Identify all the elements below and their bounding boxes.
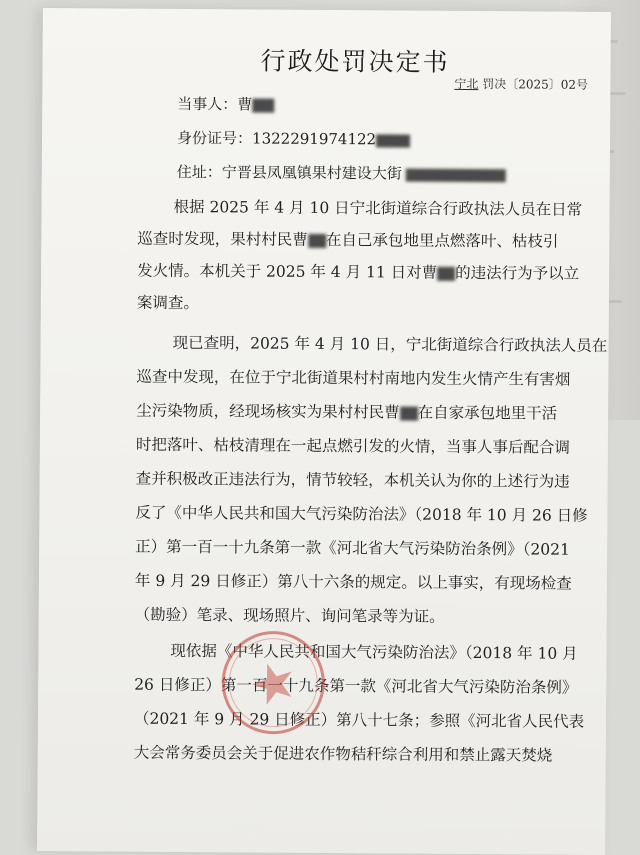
id-number-row bbox=[177, 127, 410, 150]
body-line: 反了《中华人民共和国大气污染防治法》（2018 年 10 月 26 日修 bbox=[135, 503, 588, 525]
body-line: 巡查时发现，果村村民曹 在自己承包地里点燃落叶、枯枝引 bbox=[137, 229, 559, 251]
official-seal-stamp bbox=[204, 614, 342, 752]
address-label: 住址： bbox=[176, 162, 222, 182]
document-title: 行政处罚决定书 bbox=[260, 46, 450, 77]
redaction-mask bbox=[376, 134, 410, 147]
address-value: 宁晋县凤凰镇果村建设大街 bbox=[221, 163, 402, 183]
body-line: 26 日修正）第一百一十九条第一款《河北省大气污染防治条例》 bbox=[134, 675, 578, 697]
address-row bbox=[177, 161, 506, 184]
body-line: 大会常务委员会关于促进农作物秸秆综合利用和禁止露天焚烧 bbox=[133, 743, 553, 765]
party-name-label: 当事人： bbox=[177, 94, 238, 114]
redaction-mask bbox=[437, 267, 455, 281]
body-line: 年 9 月 29 日修正）第八十六条的规定。以上事实，有现场检查 bbox=[134, 571, 572, 593]
body-line: 发火情。本机关于 2025 年 4 月 11 日对曹 的违法行为予以立 bbox=[137, 261, 580, 283]
body-line: 尘污染物质，经现场核实为果村村民曹 在自家承包地里干活 bbox=[136, 401, 558, 423]
body-line: （2021 年 9 月 29 日修正）第八十七条；参照《河北省人民代表 bbox=[133, 709, 585, 731]
party-name-value: 曹 bbox=[237, 95, 253, 114]
id-number-value: 1322291974122 bbox=[251, 129, 377, 149]
body-line: 巡查中发现，在位于宁北街道果村村南地内发生火情产生有害烟 bbox=[136, 367, 571, 389]
document-page bbox=[37, 8, 611, 855]
body-line: 根据 2025 年 4 月 10 日宁北街道综合行政执法人员在日常 bbox=[173, 197, 583, 219]
redaction-mask bbox=[400, 407, 418, 421]
body-line: 正）第一百一十九条第一款《河北省大气污染防治条例》（2021 bbox=[135, 537, 570, 559]
body-line: 现依据《中华人民共和国大气污染防治法》（2018 年 10 月 bbox=[170, 641, 578, 663]
redaction-mask bbox=[252, 98, 274, 112]
body-line: 案调查。 bbox=[136, 293, 199, 313]
doc-number-prefix: 宁北 bbox=[454, 76, 479, 92]
body-line: （勘验）笔录、现场照片、询问笔录等为证。 bbox=[134, 605, 445, 626]
redaction-mask bbox=[406, 168, 506, 182]
body-line: 现已查明，2025 年 4 月 10 日，宁北街道综合行政执法人员在 bbox=[172, 333, 608, 355]
id-number-label: 身份证号： bbox=[176, 128, 253, 148]
body-line: 查并积极改正违法行为，情节较轻，本机关认为你的上述行为违 bbox=[135, 469, 570, 491]
party-name-row bbox=[177, 93, 274, 115]
redaction-mask bbox=[308, 234, 326, 248]
body-line: 时把落叶、枯枝清理在一起点燃引发的火情，当事人事后配合调 bbox=[135, 435, 570, 457]
document-number bbox=[454, 75, 588, 93]
doc-number-rest: 罚决〔2025〕02号 bbox=[482, 77, 589, 92]
